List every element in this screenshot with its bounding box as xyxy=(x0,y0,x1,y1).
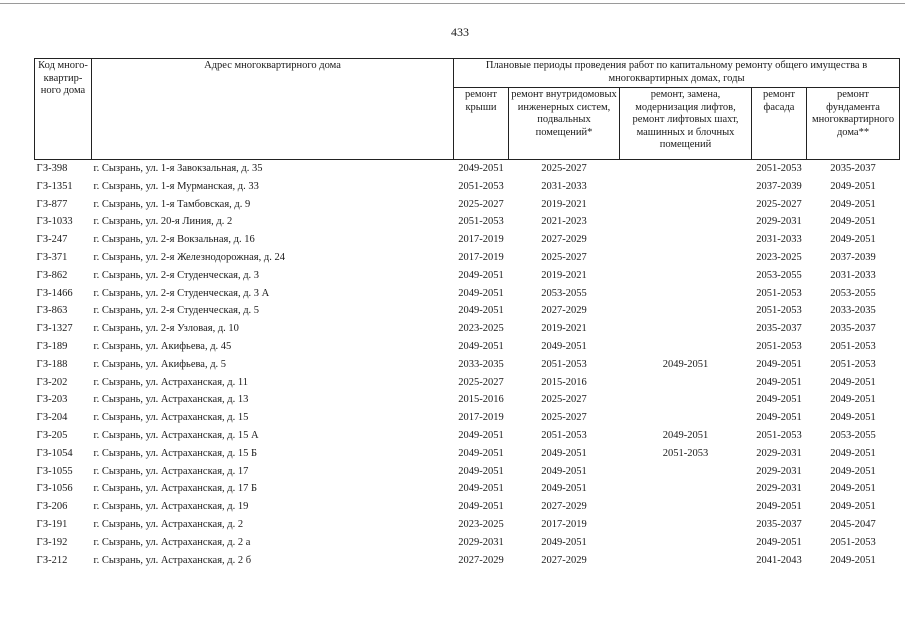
table-row xyxy=(35,160,900,178)
house-address: г. Сызрань, ул. Астраханская, д. 17 xyxy=(93,465,249,477)
header-lifts: ремонт, замена, модернизация лифтов, ремонт лифтовых шахт, машинных и блочных помещений xyxy=(620,88,752,160)
house-address: г. Сызрань, ул. Астраханская, д. 15 Б xyxy=(93,447,258,459)
lifts-period xyxy=(620,178,752,196)
foundation-period: 2049-2051 xyxy=(830,234,876,246)
roof-period: 2049-2051 xyxy=(458,501,504,513)
table-row xyxy=(35,534,900,552)
capital-repair-table xyxy=(34,58,900,569)
roof-period: 2049-2051 xyxy=(458,163,504,174)
foundation-period: 2049-2051 xyxy=(830,554,876,566)
roof-period: 2017-2019 xyxy=(458,412,504,424)
systems-period: 2027-2029 xyxy=(541,305,587,317)
facade-period: 2029-2031 xyxy=(756,483,802,495)
lifts-period: 2049-2051 xyxy=(662,358,709,370)
house-address: г. Сызрань, ул. 1-я Тамбовская, д. 9 xyxy=(93,198,251,210)
systems-period: 2019-2021 xyxy=(541,269,587,281)
table-row xyxy=(35,391,900,409)
roof-period: 2051-2053 xyxy=(458,216,504,228)
foundation-period: 2037-2039 xyxy=(830,251,876,263)
systems-period: 2027-2029 xyxy=(541,234,587,246)
house-code: ГЗ-247 xyxy=(36,234,68,246)
house-code: ГЗ-1327 xyxy=(36,323,73,335)
table-row xyxy=(35,480,900,498)
house-address: г. Сызрань, ул. Астраханская, д. 15 xyxy=(93,412,249,424)
house-code: ГЗ-863 xyxy=(36,305,68,317)
lifts-period xyxy=(620,302,752,320)
table-row xyxy=(35,463,900,481)
foundation-period: 2049-2051 xyxy=(830,394,876,406)
lifts-period xyxy=(620,463,752,481)
house-code: ГЗ-1056 xyxy=(36,483,73,495)
lifts-period xyxy=(620,338,752,356)
facade-period: 2049-2051 xyxy=(756,358,802,370)
table-row xyxy=(35,320,900,338)
table-row xyxy=(35,213,900,231)
systems-period: 2049-2051 xyxy=(541,465,587,477)
foundation-period: 2049-2051 xyxy=(830,412,876,424)
house-code: ГЗ-203 xyxy=(36,394,68,406)
house-address: г. Сызрань, ул. 20-я Линия, д. 2 xyxy=(93,216,233,228)
lifts-period xyxy=(620,391,752,409)
table-row xyxy=(35,231,900,249)
lifts-period xyxy=(620,213,752,231)
header-periods: Плановые периоды проведения работ по капитальному ремонту общего имущества в многоквартирных домах, годы xyxy=(454,59,900,88)
table-row xyxy=(35,285,900,303)
roof-period: 2015-2016 xyxy=(458,394,504,406)
table-row xyxy=(35,267,900,285)
house-code: ГЗ-189 xyxy=(36,340,68,352)
lifts-period xyxy=(620,249,752,267)
systems-period: 2049-2051 xyxy=(541,536,587,548)
table-row xyxy=(35,498,900,516)
systems-period: 2017-2019 xyxy=(541,518,587,530)
roof-period: 2049-2051 xyxy=(458,340,504,352)
lifts-period xyxy=(620,409,752,427)
facade-period: 2049-2051 xyxy=(756,394,802,406)
lifts-period xyxy=(620,516,752,534)
house-address: г. Сызрань, ул. Астраханская, д. 19 xyxy=(93,501,249,513)
systems-period: 2053-2055 xyxy=(541,287,587,299)
foundation-period: 2049-2051 xyxy=(830,216,876,228)
foundation-period: 2049-2051 xyxy=(830,198,876,210)
house-code: ГЗ-1054 xyxy=(36,447,73,459)
roof-period: 2027-2029 xyxy=(458,554,504,566)
facade-period: 2025-2027 xyxy=(756,198,802,210)
house-code: ГЗ-191 xyxy=(36,518,68,530)
table-row xyxy=(35,552,900,570)
table-row xyxy=(35,409,900,427)
systems-period: 2051-2053 xyxy=(541,358,587,370)
house-address: г. Сызрань, ул. Астраханская, д. 17 Б xyxy=(93,483,258,495)
systems-period: 2019-2021 xyxy=(541,323,587,335)
roof-period: 2029-2031 xyxy=(458,536,504,548)
header-facade: ремонт фасада xyxy=(752,88,807,160)
lifts-period: 2051-2053 xyxy=(662,447,709,459)
systems-period: 2031-2033 xyxy=(541,180,587,192)
foundation-period: 2049-2051 xyxy=(830,180,876,192)
lifts-period xyxy=(620,374,752,392)
foundation-period: 2051-2053 xyxy=(830,536,876,548)
facade-period: 2031-2033 xyxy=(756,234,802,246)
table-row xyxy=(35,427,900,445)
foundation-period: 2053-2055 xyxy=(830,287,876,299)
table-row xyxy=(35,196,900,214)
systems-period: 2049-2051 xyxy=(541,340,587,352)
facade-period: 2035-2037 xyxy=(756,518,802,530)
header-foundation: ремонт фундамента многоквартирного дома** xyxy=(807,88,900,160)
systems-period: 2027-2029 xyxy=(541,501,587,513)
foundation-period: 2049-2051 xyxy=(830,501,876,513)
facade-period: 2051-2053 xyxy=(756,163,802,174)
house-address: г. Сызрань, ул. Акифьева, д. 5 xyxy=(93,358,227,370)
house-code: ГЗ-398 xyxy=(36,163,68,174)
foundation-period: 2051-2053 xyxy=(830,340,876,352)
house-code: ГЗ-204 xyxy=(36,412,68,424)
table-row xyxy=(35,374,900,392)
foundation-period: 2045-2047 xyxy=(830,518,876,530)
house-address: г. Сызрань, ул. 2-я Студенческая, д. 5 xyxy=(93,305,260,317)
header-roof: ремонт крыши xyxy=(454,88,509,160)
lifts-period xyxy=(620,534,752,552)
top-border-line xyxy=(0,3,905,4)
house-address: г. Сызрань, ул. Астраханская, д. 15 А xyxy=(93,429,259,441)
roof-period: 2023-2025 xyxy=(458,323,504,335)
roof-period: 2049-2051 xyxy=(458,287,504,299)
systems-period: 2025-2027 xyxy=(541,412,587,424)
table-row xyxy=(35,445,900,463)
table-row xyxy=(35,356,900,374)
house-address: г. Сызрань, ул. 2-я Студенческая, д. 3 xyxy=(93,269,260,281)
header-systems: ремонт внутридомовых инженерных систем, подвальных помещений* xyxy=(509,88,620,160)
foundation-period: 2033-2035 xyxy=(830,305,876,317)
lifts-period: 2049-2051 xyxy=(662,429,709,441)
lifts-period xyxy=(620,320,752,338)
house-address: г. Сызрань, ул. Астраханская, д. 2 xyxy=(93,518,244,530)
house-address: г. Сызрань, ул. Астраханская, д. 13 xyxy=(93,394,249,406)
foundation-period: 2049-2051 xyxy=(830,483,876,495)
systems-period: 2019-2021 xyxy=(541,198,587,210)
house-address: г. Сызрань, ул. Акифьева, д. 45 xyxy=(93,340,232,352)
roof-period: 2049-2051 xyxy=(458,465,504,477)
lifts-period xyxy=(620,231,752,249)
systems-period: 2049-2051 xyxy=(541,483,587,495)
systems-period: 2025-2027 xyxy=(541,163,587,174)
house-code: ГЗ-877 xyxy=(36,198,68,210)
house-code: ГЗ-202 xyxy=(36,376,68,388)
foundation-period: 2049-2051 xyxy=(830,465,876,477)
facade-period: 2041-2043 xyxy=(756,554,802,566)
house-code: ГЗ-1351 xyxy=(36,180,73,192)
table-row xyxy=(35,249,900,267)
foundation-period: 2031-2033 xyxy=(830,269,876,281)
house-address: г. Сызрань, ул. 2-я Студенческая, д. 3 А xyxy=(93,287,270,299)
house-code: ГЗ-205 xyxy=(36,429,68,441)
facade-period: 2051-2053 xyxy=(756,429,802,441)
facade-period: 2049-2051 xyxy=(756,412,802,424)
roof-period: 2049-2051 xyxy=(458,305,504,317)
table-row xyxy=(35,302,900,320)
roof-period: 2017-2019 xyxy=(458,234,504,246)
house-address: г. Сызрань, ул. Астраханская, д. 11 xyxy=(93,376,248,388)
table-row xyxy=(35,338,900,356)
roof-period: 2049-2051 xyxy=(458,483,504,495)
table-body xyxy=(35,160,900,570)
lifts-period xyxy=(620,196,752,214)
house-address: г. Сызрань, ул. 2-я Железнодорожная, д. 24 xyxy=(93,251,285,263)
facade-period: 2049-2051 xyxy=(756,536,802,548)
roof-period: 2025-2027 xyxy=(458,376,504,388)
systems-period: 2025-2027 xyxy=(541,251,587,263)
foundation-period: 2051-2053 xyxy=(830,358,876,370)
facade-period: 2029-2031 xyxy=(756,447,802,459)
page-number: 433 xyxy=(451,25,469,39)
house-address: г. Сызрань, ул. 1-я Завокзальная, д. 35 xyxy=(93,163,263,174)
roof-period: 2049-2051 xyxy=(458,269,504,281)
facade-period: 2053-2055 xyxy=(756,269,802,281)
lifts-period xyxy=(620,498,752,516)
house-code: ГЗ-1033 xyxy=(36,216,73,228)
lifts-period xyxy=(620,267,752,285)
facade-period: 2051-2053 xyxy=(756,287,802,299)
lifts-period xyxy=(620,160,752,178)
house-code: ГЗ-371 xyxy=(36,251,68,263)
house-address: г. Сызрань, ул. Астраханская, д. 2 а xyxy=(93,536,251,548)
foundation-period: 2053-2055 xyxy=(830,429,876,441)
table-row xyxy=(35,516,900,534)
roof-period: 2049-2051 xyxy=(458,429,504,441)
facade-period: 2049-2051 xyxy=(756,376,802,388)
roof-period: 2033-2035 xyxy=(458,358,504,370)
house-code: ГЗ-212 xyxy=(36,554,68,566)
table-row xyxy=(35,178,900,196)
foundation-period: 2049-2051 xyxy=(830,376,876,388)
house-address: г. Сызрань, ул. 2-я Вокзальная, д. 16 xyxy=(93,234,255,246)
foundation-period: 2035-2037 xyxy=(830,323,876,335)
house-code: ГЗ-1466 xyxy=(36,287,73,299)
systems-period: 2027-2029 xyxy=(541,554,587,566)
roof-period: 2049-2051 xyxy=(458,447,504,459)
lifts-period xyxy=(620,480,752,498)
house-address: г. Сызрань, ул. Астраханская, д. 2 б xyxy=(93,554,252,566)
facade-period: 2035-2037 xyxy=(756,323,802,335)
roof-period: 2017-2019 xyxy=(458,251,504,263)
systems-period: 2051-2053 xyxy=(541,429,587,441)
house-code: ГЗ-188 xyxy=(36,358,68,370)
house-code: ГЗ-192 xyxy=(36,536,68,548)
facade-period: 2037-2039 xyxy=(756,180,802,192)
house-code: ГЗ-862 xyxy=(36,269,68,281)
facade-period: 2029-2031 xyxy=(756,465,802,477)
lifts-period xyxy=(620,552,752,570)
foundation-period: 2035-2037 xyxy=(830,163,876,174)
systems-period: 2021-2023 xyxy=(541,216,587,228)
systems-period: 2049-2051 xyxy=(541,447,587,459)
systems-period: 2015-2016 xyxy=(541,376,587,388)
house-code: ГЗ-1055 xyxy=(36,465,73,477)
systems-period: 2025-2027 xyxy=(541,394,587,406)
foundation-period: 2049-2051 xyxy=(830,447,876,459)
facade-period: 2051-2053 xyxy=(756,305,802,317)
facade-period: 2051-2053 xyxy=(756,340,802,352)
header-address: Адрес многоквартирного дома xyxy=(92,59,454,160)
facade-period: 2029-2031 xyxy=(756,216,802,228)
house-address: г. Сызрань, ул. 1-я Мурманская, д. 33 xyxy=(93,180,259,192)
roof-period: 2025-2027 xyxy=(458,198,504,210)
facade-period: 2049-2051 xyxy=(756,501,802,513)
header-code: Код много-квартир-ного дома xyxy=(35,59,92,160)
lifts-period xyxy=(620,285,752,303)
house-address: г. Сызрань, ул. 2-я Узловая, д. 10 xyxy=(93,323,239,335)
roof-period: 2051-2053 xyxy=(458,180,504,192)
facade-period: 2023-2025 xyxy=(756,251,802,263)
house-code: ГЗ-206 xyxy=(36,501,68,513)
roof-period: 2023-2025 xyxy=(458,518,504,530)
